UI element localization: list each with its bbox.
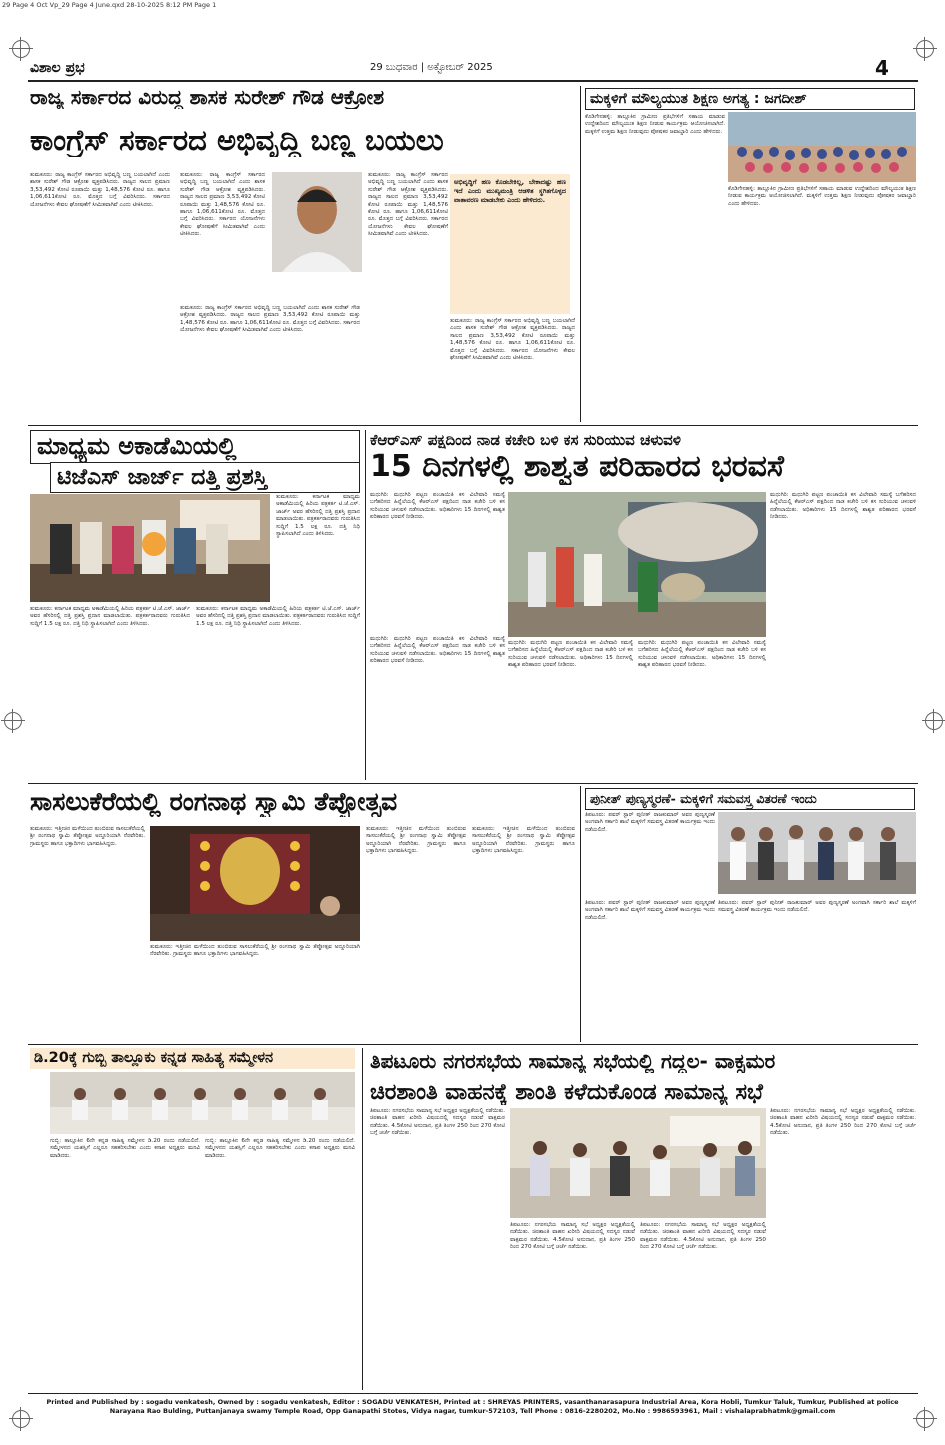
story4-body-col3: ಮಧುಗಿರಿ: ಮಧುಗಿರಿ ಪಟ್ಟಣ ಪಂಚಾಯಿತಿ ಕಸ ವಿಲೇವಾರಿ ಸಮಸ್ಯೆ ಬಗೆಹರಿಸದ ಹಿನ್ನೆಲೆಯಲ್ಲಿ ಕೆಆರ್‌ಎಸ್ ಪಕ್ಷದಿಂದ ನಾಡ ಕಚೇರಿ ಬಳಿ ಕಸ ಸುರಿಯುವ ಚಳುವಳಿ ನಡೆಸಲಾಯಿತು. ಅಧಿಕಾರಿಗಳು 15 ದಿನಗಳಲ್ಲಿ ಶಾಶ್ವತ ಪರಿಹಾರದ ಭರವಸೆ ನೀಡಿದರು. xyxy=(370,636,505,665)
section-rule xyxy=(28,783,918,784)
story3-body: ತುಮಕೂರು: ಕರ್ನಾಟಕ ಮಾಧ್ಯಮ ಅಕಾಡೆಮಿಯಲ್ಲಿ ಹಿರಿಯ ಪತ್ರಕರ್ತ ಟಿ.ಜೆ.ಎಸ್. ಜಾರ್ಜ್ ಅವರ ಹೆಸರಿನಲ್ಲಿ ದತ್ತಿ ಪ್ರಶಸ್ತಿ ಪ್ರದಾನ ಮಾಡಲಾಯಿತು. ಪತ್ರಕರ್ತರಾದವರು ಗುರುತಿಸಿದ ಸುದ್ದಿಗೆ 1.5 ಲಕ್ಷ ರೂ. ದತ್ತಿ ನಿಧಿ ಸ್ಥಾಪಿಸಲಾಗಿದೆ ಎಂದು ತಿಳಿಸಿದರು. xyxy=(276,494,360,538)
story8-headline-top: ತಿಪಟೂರು ನಗರಸಭೆಯ ಸಾಮಾನ್ಯ ಸಭೆಯಲ್ಲಿ ಗದ್ದಲ- ವಾಕ್ಸಮರ xyxy=(370,1050,776,1073)
masthead: ವಿಶಾಲ ಪ್ರಭ xyxy=(30,60,85,76)
page-number: 4 xyxy=(875,56,889,80)
registration-mark-icon xyxy=(916,1410,934,1428)
story4-body-col2: ಮಧುಗಿರಿ: ಮಧುಗಿರಿ ಪಟ್ಟಣ ಪಂಚಾಯಿತಿ ಕಸ ವಿಲೇವಾರಿ ಸಮಸ್ಯೆ ಬಗೆಹರಿಸದ ಹಿನ್ನೆಲೆಯಲ್ಲಿ ಕೆಆರ್‌ಎಸ್ ಪಕ್ಷದಿಂದ ನಾಡ ಕಚೇರಿ ಬಳಿ ಕಸ ಸುರಿಯುವ ಚಳುವಳಿ ನಡೆಸಲಾಯಿತು. ಅಧಿಕಾರಿಗಳು 15 ದಿನಗಳಲ್ಲಿ ಶಾಶ್ವತ ಪರಿಹಾರದ ಭರವಸೆ ನೀಡಿದರು. xyxy=(770,492,916,521)
story1-body-col3: ತುಮಕೂರು: ರಾಜ್ಯ ಕಾಂಗ್ರೆಸ್ ಸರ್ಕಾರದ ಅಭಿವೃದ್ಧಿ ಬಣ್ಣ ಬಯಲಾಗಿದೆ ಎಂದು ಶಾಸಕ ಸುರೇಶ್ ಗೌಡ ಆಕ್ರೋಶ ವ್ಯಕ್ತಪಡಿಸಿದರು. ರಾಜ್ಯದ ಸಾಲದ ಪ್ರಮಾಣ 3,53,492 ಕೋಟಿ ರೂಪಾಯಿ ಮತ್ತು 1,48,576 ಕೋಟಿ ರೂ. ಹಾಗೂ 1,06,611ಕೋಟಿ ರೂ. ಮೊತ್ತದ ಬಗ್ಗೆ ವಿವರಿಸಿದರು. ಸರ್ಕಾರದ ಯೋಜನೆಗಳು ಕೇವಲ ಘೋಷಣೆಗೆ ಸೀಮಿತವಾಗಿವೆ ಎಂದು ಟೀಕಿಸಿದರು. xyxy=(368,172,448,238)
registration-mark-icon xyxy=(12,1410,30,1428)
section-rule xyxy=(28,1044,918,1045)
story1-body-col4: ತುಮಕೂರು: ರಾಜ್ಯ ಕಾಂಗ್ರೆಸ್ ಸರ್ಕಾರದ ಅಭಿವೃದ್ಧಿ ಬಣ್ಣ ಬಯಲಾಗಿದೆ ಎಂದು ಶಾಸಕ ಸುರೇಶ್ ಗೌಡ ಆಕ್ರೋಶ ವ್ಯಕ್ತಪಡಿಸಿದರು. ರಾಜ್ಯದ ಸಾಲದ ಪ್ರಮಾಣ 3,53,492 ಕೋಟಿ ರೂಪಾಯಿ ಮತ್ತು 1,48,576 ಕೋಟಿ ರೂ. ಹಾಗೂ 1,06,611ಕೋಟಿ ರೂ. ಮೊತ್ತದ ಬಗ್ಗೆ ವಿವರಿಸಿದರು. ಸರ್ಕಾರದ ಯೋಜನೆಗಳು ಕೇವಲ ಘೋಷಣೆಗೆ ಸೀಮಿತವಾಗಿವೆ ಎಂದು ಟೀಕಿಸಿದರು. xyxy=(180,305,360,334)
registration-mark-icon xyxy=(4,712,22,730)
story6-distribution-photo xyxy=(718,812,916,894)
story1-headline-main: ಕಾಂಗ್ರೆಸ್ ಸರ್ಕಾರದ ಅಭಿವೃದ್ಧಿ ಬಣ್ಣ ಬಯಲು xyxy=(30,124,444,157)
section-rule xyxy=(28,425,918,426)
header-rule xyxy=(28,80,918,82)
story8-body: ತಿಪಟೂರು: ನಗರಸಭೆಯ ಸಾಮಾನ್ಯ ಸಭೆ ಅಧ್ಯಕ್ಷರ ಅಧ್ಯಕ್ಷತೆಯಲ್ಲಿ ನಡೆಯಿತು. ಚಿರಶಾಂತಿ ವಾಹನ ಖರೀದಿ ವಿಷಯದಲ್ಲಿ ಸದಸ್ಯರ ನಡುವೆ ವಾಕ್ಸಮರ ನಡೆಯಿತು. 4.5ಕೋಟಿ ಅನುದಾನ, ಪ್ರತಿ ತಿಂಗಳ 250 ರಿಂದ 270 ಕೋಟಿ ಬಗ್ಗೆ ಚರ್ಚೆ ನಡೆಯಿತು. xyxy=(370,1108,505,1137)
story3-headline-main: ಟಿಜೆಎಸ್ ಜಾರ್ಜ್ ದತ್ತಿ ಪ್ರಶಸ್ತಿ xyxy=(50,462,360,493)
column-rule xyxy=(365,430,366,780)
column-rule xyxy=(362,1048,363,1390)
story8-body-col2: ತಿಪಟೂರು: ನಗರಸಭೆಯ ಸಾಮಾನ್ಯ ಸಭೆ ಅಧ್ಯಕ್ಷರ ಅಧ್ಯಕ್ಷತೆಯಲ್ಲಿ ನಡೆಯಿತು. ಚಿರಶಾಂತಿ ವಾಹನ ಖರೀದಿ ವಿಷಯದಲ್ಲಿ ಸದಸ್ಯರ ನಡುವೆ ವಾಕ್ಸಮರ ನಡೆಯಿತು. 4.5ಕೋಟಿ ಅನುದಾನ, ಪ್ರತಿ ತಿಂಗಳ 250 ರಿಂದ 270 ಕೋಟಿ ಬಗ್ಗೆ ಚರ್ಚೆ ನಡೆಯಿತು. xyxy=(770,1108,916,1137)
story3-award-photo xyxy=(30,494,270,602)
story3-body-col3: ತುಮಕೂರು: ಕರ್ನಾಟಕ ಮಾಧ್ಯಮ ಅಕಾಡೆಮಿಯಲ್ಲಿ ಹಿರಿಯ ಪತ್ರಕರ್ತ ಟಿ.ಜೆ.ಎಸ್. ಜಾರ್ಜ್ ಅವರ ಹೆಸರಿನಲ್ಲಿ ದತ್ತಿ ಪ್ರಶಸ್ತಿ ಪ್ರದಾನ ಮಾಡಲಾಯಿತು. ಪತ್ರಕರ್ತರಾದವರು ಗುರುತಿಸಿದ ಸುದ್ದಿಗೆ 1.5 ಲಕ್ಷ ರೂ. ದತ್ತಿ ನಿಧಿ ಸ್ಥಾಪಿಸಲಾಗಿದೆ ಎಂದು ತಿಳಿಸಿದರು. xyxy=(196,606,360,627)
story7-meeting-photo xyxy=(50,1072,355,1134)
story7-headline: ಡಿ.20ಕ್ಕೆ ಗುಬ್ಬಿ ತಾಲ್ಲೂಕು ಕನ್ನಡ ಸಾಹಿತ್ಯ ಸಮ್ಮೇಳನ xyxy=(30,1048,355,1069)
story4-protest-photo xyxy=(508,492,766,637)
story2-headline: ಮಕ್ಕಳಿಗೆ ಮೌಲ್ಯಯುತ ಶಿಕ್ಷಣ ಅಗತ್ಯ : ಜಗದೀಶ್ xyxy=(585,88,915,110)
print-slug: 29 Page 4 Oct Vp_29 Page 4 June.qxd 28-10-2025 8:12 PM Page 1 xyxy=(2,1,217,9)
story1-portrait-photo xyxy=(272,172,362,272)
story5-body-col3: ತುಮಕೂರು: ಇತ್ತೀಚಿನ ಮಳೆಯಿಂದ ತುಂಬಿರುವ ಸಾಸಲುಕೆರೆಯಲ್ಲಿ ಶ್ರೀ ರಂಗನಾಥ ಸ್ವಾಮಿ ತೆಪ್ಪೋತ್ಸವ ಅದ್ದೂರಿಯಾಗಿ ನೆರವೇರಿತು. ಗ್ರಾಮಸ್ಥರು ಹಾಗೂ ಭಕ್ತಾದಿಗಳು ಭಾಗವಹಿಸಿದ್ದರು. xyxy=(366,826,466,855)
column-rule xyxy=(580,86,581,422)
story3-headline-top: ಮಾಧ್ಯಮ ಅಕಾಡೆಮಿಯಲ್ಲಿ xyxy=(30,430,360,464)
story1-pullquote-box xyxy=(450,174,570,314)
story2-group-photo xyxy=(728,112,916,182)
story1-body-col5: ತುಮಕೂರು: ರಾಜ್ಯ ಕಾಂಗ್ರೆಸ್ ಸರ್ಕಾರದ ಅಭಿವೃದ್ಧಿ ಬಣ್ಣ ಬಯಲಾಗಿದೆ ಎಂದು ಶಾಸಕ ಸುರೇಶ್ ಗೌಡ ಆಕ್ರೋಶ ವ್ಯಕ್ತಪಡಿಸಿದರು. ರಾಜ್ಯದ ಸಾಲದ ಪ್ರಮಾಣ 3,53,492 ಕೋಟಿ ರೂಪಾಯಿ ಮತ್ತು 1,48,576 ಕೋಟಿ ರೂ. ಹಾಗೂ 1,06,611ಕೋಟಿ ರೂ. ಮೊತ್ತದ ಬಗ್ಗೆ ವಿವರಿಸಿದರು. ಸರ್ಕಾರದ ಯೋಜನೆಗಳು ಕೇವಲ ಘೋಷಣೆಗೆ ಸೀಮಿತವಾಗಿವೆ ಎಂದು ಟೀಕಿಸಿದರು. xyxy=(450,318,575,362)
story8-headline-main: ಚಿರಶಾಂತಿ ವಾಹನಕ್ಕೆ ಶಾಂತಿ ಕಳೆದುಕೊಂಡ ಸಾಮಾನ್ಯ ಸಭೆ xyxy=(370,1080,763,1105)
story8-body-col4: ತಿಪಟೂರು: ನಗರಸಭೆಯ ಸಾಮಾನ್ಯ ಸಭೆ ಅಧ್ಯಕ್ಷರ ಅಧ್ಯಕ್ಷತೆಯಲ್ಲಿ ನಡೆಯಿತು. ಚಿರಶಾಂತಿ ವಾಹನ ಖರೀದಿ ವಿಷಯದಲ್ಲಿ ಸದಸ್ಯರ ನಡುವೆ ವಾಕ್ಸಮರ ನಡೆಯಿತು. 4.5ಕೋಟಿ ಅನುದಾನ, ಪ್ರತಿ ತಿಂಗಳ 250 ರಿಂದ 270 ಕೋಟಿ ಬಗ್ಗೆ ಚರ್ಚೆ ನಡೆಯಿತು. xyxy=(640,1222,766,1251)
imprint-footer: Printed and Published by : sogadu venkatesh, Owned by : sogadu venkatesh, Editor : SOGADU VENKATESH, Printed at : SHREYAS PRINTERS, vasanthanarasapura Industrial Area, Kora Hobli, Tumkur Taluk, Tumkur, Published at police Narayana Rao Bulding, Puttanjanaya swamy Temple Road, Opp Ganapathi Stotes, Vidya nagar, tumkur-572103, Tell Phone : 0816-2280202, Mo.No : 9986593961, Mail : vishalaprabhatmk@gmail.com xyxy=(46,1398,899,1415)
story1-pullquote: ಅಭಿವೃದ್ಧಿಗೆ ಹಣ ಕೊಡಬೇಕಿಲ್ಲ, ಬೇಕಾದಷ್ಟು ಹಣ ಇದೆ ಎಂದು ಮುಖ್ಯಮಂತ್ರಿ ಆಡಳಿತ ಸ್ಥಗಿತಗೊಳ್ಳದ ವಾತಾವರಣ ಮಾಡಬೇಕು ಎಂದು ಹೇಳಿದರು. xyxy=(454,178,566,204)
registration-mark-icon xyxy=(925,712,943,730)
story6-headline: ಪುನೀತ್ ಪುಣ್ಯಸ್ಮರಣೆ- ಮಕ್ಕಳಿಗೆ ಸಮವಸ್ತ್ರ ವಿತರಣೆ ಇಂದು xyxy=(585,788,915,810)
story5-body-col2: ತುಮಕೂರು: ಇತ್ತೀಚಿನ ಮಳೆಯಿಂದ ತುಂಬಿರುವ ಸಾಸಲುಕೆರೆಯಲ್ಲಿ ಶ್ರೀ ರಂಗನಾಥ ಸ್ವಾಮಿ ತೆಪ್ಪೋತ್ಸವ ಅದ್ದೂರಿಯಾಗಿ ನೆರವೇರಿತು. ಗ್ರಾಮಸ್ಥರು ಹಾಗೂ ಭಕ್ತಾದಿಗಳು ಭಾಗವಹಿಸಿದ್ದರು. xyxy=(150,944,360,958)
story4-headline-top: ಕೆಆರ್‌ಎಸ್ ಪಕ್ಷದಿಂದ ನಾಡ ಕಚೇರಿ ಬಳಿ ಕಸ ಸುರಿಯುವ ಚಳುವಳಿ xyxy=(370,432,681,449)
story1-headline-top: ರಾಜ್ಯ ಸರ್ಕಾರದ ವಿರುದ್ಧ ಶಾಸಕ ಸುರೇಶ್ ಗೌಡ ಆಕ್ರೋಶ xyxy=(30,86,385,109)
story4-body-col4: ಮಧುಗಿರಿ: ಮಧುಗಿರಿ ಪಟ್ಟಣ ಪಂಚಾಯಿತಿ ಕಸ ವಿಲೇವಾರಿ ಸಮಸ್ಯೆ ಬಗೆಹರಿಸದ ಹಿನ್ನೆಲೆಯಲ್ಲಿ ಕೆಆರ್‌ಎಸ್ ಪಕ್ಷದಿಂದ ನಾಡ ಕಚೇರಿ ಬಳಿ ಕಸ ಸುರಿಯುವ ಚಳುವಳಿ ನಡೆಸಲಾಯಿತು. ಅಧಿಕಾರಿಗಳು 15 ದಿನಗಳಲ್ಲಿ ಶಾಶ್ವತ ಪರಿಹಾರದ ಭರವಸೆ ನೀಡಿದರು. xyxy=(508,640,633,669)
story6-body-col2: ತಿಪಟೂರು: ಪವರ್ ಸ್ಟಾರ್ ಪುನೀತ್ ರಾಜಕುಮಾರ್ ಅವರ ಪುಣ್ಯಸ್ಮರಣೆ ಅಂಗವಾಗಿ ಸರ್ಕಾರಿ ಶಾಲೆ ಮಕ್ಕಳಿಗೆ ಸಮವಸ್ತ್ರ ವಿತರಣೆ ಕಾರ್ಯಕ್ರಮ ಇಂದು ನಡೆಯಲಿದೆ. xyxy=(585,900,715,921)
story5-temple-photo xyxy=(150,826,360,941)
registration-mark-icon xyxy=(916,40,934,58)
story2-body-col2: ಕೊಡಿಗೇನಹಳ್ಳಿ: ತಾಲ್ಲೂಕಿನ ಗ್ರಾಮೀಣ ಪ್ರತಿಭೆಗಳಿಗೆ ಸಹಾಯ ಮಾಡುವ ಉದ್ದೇಶದಿಂದ ಮೌಲ್ಯಯುತ ಶಿಕ್ಷಣ ನೀಡುವ ಕಾರ್ಯಕ್ರಮ ಆಯೋಜಿಸಲಾಗಿದೆ. ಮಕ್ಕಳಿಗೆ ಉತ್ತಮ ಶಿಕ್ಷಣ ನೀಡುವುದು ಪೋಷಕರ ಜವಾಬ್ದಾರಿ ಎಂದು ಹೇಳಿದರು. xyxy=(728,186,916,207)
story5-headline: ಸಾಸಲುಕೆರೆಯಲ್ಲಿ ರಂಗನಾಥ ಸ್ವಾಮಿ ತೆಪ್ಪೋತ್ಸವ xyxy=(30,788,398,816)
story4-body: ಮಧುಗಿರಿ: ಮಧುಗಿರಿ ಪಟ್ಟಣ ಪಂಚಾಯಿತಿ ಕಸ ವಿಲೇವಾರಿ ಸಮಸ್ಯೆ ಬಗೆಹರಿಸದ ಹಿನ್ನೆಲೆಯಲ್ಲಿ ಕೆಆರ್‌ಎಸ್ ಪಕ್ಷದಿಂದ ನಾಡ ಕಚೇರಿ ಬಳಿ ಕಸ ಸುರಿಯುವ ಚಳುವಳಿ ನಡೆಸಲಾಯಿತು. ಅಧಿಕಾರಿಗಳು 15 ದಿನಗಳಲ್ಲಿ ಶಾಶ್ವತ ಪರಿಹಾರದ ಭರವಸೆ ನೀಡಿದರು. xyxy=(370,492,505,521)
story3-body-col2: ತುಮಕೂರು: ಕರ್ನಾಟಕ ಮಾಧ್ಯಮ ಅಕಾಡೆಮಿಯಲ್ಲಿ ಹಿರಿಯ ಪತ್ರಕರ್ತ ಟಿ.ಜೆ.ಎಸ್. ಜಾರ್ಜ್ ಅವರ ಹೆಸರಿನಲ್ಲಿ ದತ್ತಿ ಪ್ರಶಸ್ತಿ ಪ್ರದಾನ ಮಾಡಲಾಯಿತು. ಪತ್ರಕರ್ತರಾದವರು ಗುರುತಿಸಿದ ಸುದ್ದಿಗೆ 1.5 ಲಕ್ಷ ರೂ. ದತ್ತಿ ನಿಧಿ ಸ್ಥಾಪಿಸಲಾಗಿದೆ ಎಂದು ತಿಳಿಸಿದರು. xyxy=(30,606,190,627)
column-rule xyxy=(580,786,581,1042)
story5-body: ತುಮಕೂರು: ಇತ್ತೀಚಿನ ಮಳೆಯಿಂದ ತುಂಬಿರುವ ಸಾಸಲುಕೆರೆಯಲ್ಲಿ ಶ್ರೀ ರಂಗನಾಥ ಸ್ವಾಮಿ ತೆಪ್ಪೋತ್ಸವ ಅದ್ದೂರಿಯಾಗಿ ನೆರವೇರಿತು. ಗ್ರಾಮಸ್ಥರು ಹಾಗೂ ಭಕ್ತಾದಿಗಳು ಭಾಗವಹಿಸಿದ್ದರು. xyxy=(30,826,145,847)
story1-body: ತುಮಕೂರು: ರಾಜ್ಯ ಕಾಂಗ್ರೆಸ್ ಸರ್ಕಾರದ ಅಭಿವೃದ್ಧಿ ಬಣ್ಣ ಬಯಲಾಗಿದೆ ಎಂದು ಶಾಸಕ ಸುರೇಶ್ ಗೌಡ ಆಕ್ರೋಶ ವ್ಯಕ್ತಪಡಿಸಿದರು. ರಾಜ್ಯದ ಸಾಲದ ಪ್ರಮಾಣ 3,53,492 ಕೋಟಿ ರೂಪಾಯಿ ಮತ್ತು 1,48,576 ಕೋಟಿ ರೂ. ಹಾಗೂ 1,06,611ಕೋಟಿ ರೂ. ಮೊತ್ತದ ಬಗ್ಗೆ ವಿವರಿಸಿದರು. ಸರ್ಕಾರದ ಯೋಜನೆಗಳು ಕೇವಲ ಘೋಷಣೆಗೆ ಸೀಮಿತವಾಗಿವೆ ಎಂದು ಟೀಕಿಸಿದರು. xyxy=(30,172,170,208)
story5-body-col4: ತುಮಕೂರು: ಇತ್ತೀಚಿನ ಮಳೆಯಿಂದ ತುಂಬಿರುವ ಸಾಸಲುಕೆರೆಯಲ್ಲಿ ಶ್ರೀ ರಂಗನಾಥ ಸ್ವಾಮಿ ತೆಪ್ಪೋತ್ಸವ ಅದ್ದೂರಿಯಾಗಿ ನೆರವೇರಿತು. ಗ್ರಾಮಸ್ಥರು ಹಾಗೂ ಭಕ್ತಾದಿಗಳು ಭಾಗವಹಿಸಿದ್ದರು. xyxy=(472,826,575,855)
registration-mark-icon xyxy=(12,40,30,58)
story8-body-col3: ತಿಪಟೂರು: ನಗರಸಭೆಯ ಸಾಮಾನ್ಯ ಸಭೆ ಅಧ್ಯಕ್ಷರ ಅಧ್ಯಕ್ಷತೆಯಲ್ಲಿ ನಡೆಯಿತು. ಚಿರಶಾಂತಿ ವಾಹನ ಖರೀದಿ ವಿಷಯದಲ್ಲಿ ಸದಸ್ಯರ ನಡುವೆ ವಾಕ್ಸಮರ ನಡೆಯಿತು. 4.5ಕೋಟಿ ಅನುದಾನ, ಪ್ರತಿ ತಿಂಗಳ 250 ರಿಂದ 270 ಕೋಟಿ ಬಗ್ಗೆ ಚರ್ಚೆ ನಡೆಯಿತು. xyxy=(510,1222,635,1251)
story7-body: ಗುಬ್ಬಿ: ತಾಲ್ಲೂಕಿನ 6ನೇ ಕನ್ನಡ ಸಾಹಿತ್ಯ ಸಮ್ಮೇಳನ ಡಿ.20 ರಂದು ನಡೆಯಲಿದೆ. ಸಮ್ಮೇಳನದ ಯಶಸ್ಸಿಗೆ ಎಲ್ಲರೂ ಸಹಕರಿಸಬೇಕು ಎಂದು ಕಸಾಪ ಅಧ್ಯಕ್ಷರು ಮನವಿ ಮಾಡಿದರು. xyxy=(50,1138,200,1159)
story4-body-col5: ಮಧುಗಿರಿ: ಮಧುಗಿರಿ ಪಟ್ಟಣ ಪಂಚಾಯಿತಿ ಕಸ ವಿಲೇವಾರಿ ಸಮಸ್ಯೆ ಬಗೆಹರಿಸದ ಹಿನ್ನೆಲೆಯಲ್ಲಿ ಕೆಆರ್‌ಎಸ್ ಪಕ್ಷದಿಂದ ನಾಡ ಕಚೇರಿ ಬಳಿ ಕಸ ಸುರಿಯುವ ಚಳುವಳಿ ನಡೆಸಲಾಯಿತು. ಅಧಿಕಾರಿಗಳು 15 ದಿನಗಳಲ್ಲಿ ಶಾಶ್ವತ ಪರಿಹಾರದ ಭರವಸೆ ನೀಡಿದರು. xyxy=(638,640,766,669)
story8-council-photo xyxy=(510,1108,766,1218)
footer-rule xyxy=(28,1393,918,1394)
story1-body-col2: ತುಮಕೂರು: ರಾಜ್ಯ ಕಾಂಗ್ರೆಸ್ ಸರ್ಕಾರದ ಅಭಿವೃದ್ಧಿ ಬಣ್ಣ ಬಯಲಾಗಿದೆ ಎಂದು ಶಾಸಕ ಸುರೇಶ್ ಗೌಡ ಆಕ್ರೋಶ ವ್ಯಕ್ತಪಡಿಸಿದರು. ರಾಜ್ಯದ ಸಾಲದ ಪ್ರಮಾಣ 3,53,492 ಕೋಟಿ ರೂಪಾಯಿ ಮತ್ತು 1,48,576 ಕೋಟಿ ರೂ. ಹಾಗೂ 1,06,611ಕೋಟಿ ರೂ. ಮೊತ್ತದ ಬಗ್ಗೆ ವಿವರಿಸಿದರು. ಸರ್ಕಾರದ ಯೋಜನೆಗಳು ಕೇವಲ ಘೋಷಣೆಗೆ ಸೀಮಿತವಾಗಿವೆ ಎಂದು ಟೀಕಿಸಿದರು. xyxy=(180,172,265,238)
story4-headline-main: 15 ದಿನಗಳಲ್ಲಿ ಶಾಶ್ವತ ಪರಿಹಾರದ ಭರವಸೆ xyxy=(370,450,784,484)
dateline: 29 ಬುಧವಾರ | ಅಕ್ಟೋಬರ್ 2025 xyxy=(370,62,493,73)
story7-body-col2: ಗುಬ್ಬಿ: ತಾಲ್ಲೂಕಿನ 6ನೇ ಕನ್ನಡ ಸಾಹಿತ್ಯ ಸಮ್ಮೇಳನ ಡಿ.20 ರಂದು ನಡೆಯಲಿದೆ. ಸಮ್ಮೇಳನದ ಯಶಸ್ಸಿಗೆ ಎಲ್ಲರೂ ಸಹಕರಿಸಬೇಕು ಎಂದು ಕಸಾಪ ಅಧ್ಯಕ್ಷರು ಮನವಿ ಮಾಡಿದರು. xyxy=(205,1138,355,1159)
story2-body: ಕೊಡಿಗೇನಹಳ್ಳಿ: ತಾಲ್ಲೂಕಿನ ಗ್ರಾಮೀಣ ಪ್ರತಿಭೆಗಳಿಗೆ ಸಹಾಯ ಮಾಡುವ ಉದ್ದೇಶದಿಂದ ಮೌಲ್ಯಯುತ ಶಿಕ್ಷಣ ನೀಡುವ ಕಾರ್ಯಕ್ರಮ ಆಯೋಜಿಸಲಾಗಿದೆ. ಮಕ್ಕಳಿಗೆ ಉತ್ತಮ ಶಿಕ್ಷಣ ನೀಡುವುದು ಪೋಷಕರ ಜವಾಬ್ದಾರಿ ಎಂದು ಹೇಳಿದರು. xyxy=(585,114,725,135)
story6-body-col3: ತಿಪಟೂರು: ಪವರ್ ಸ್ಟಾರ್ ಪುನೀತ್ ರಾಜಕುಮಾರ್ ಅವರ ಪುಣ್ಯಸ್ಮರಣೆ ಅಂಗವಾಗಿ ಸರ್ಕಾರಿ ಶಾಲೆ ಮಕ್ಕಳಿಗೆ ಸಮವಸ್ತ್ರ ವಿತರಣೆ ಕಾರ್ಯಕ್ರಮ ಇಂದು ನಡೆಯಲಿದೆ. xyxy=(718,900,916,914)
story6-body: ತಿಪಟೂರು: ಪವರ್ ಸ್ಟಾರ್ ಪುನೀತ್ ರಾಜಕುಮಾರ್ ಅವರ ಪುಣ್ಯಸ್ಮರಣೆ ಅಂಗವಾಗಿ ಸರ್ಕಾರಿ ಶಾಲೆ ಮಕ್ಕಳಿಗೆ ಸಮವಸ್ತ್ರ ವಿತರಣೆ ಕಾರ್ಯಕ್ರಮ ಇಂದು ನಡೆಯಲಿದೆ. xyxy=(585,812,715,833)
